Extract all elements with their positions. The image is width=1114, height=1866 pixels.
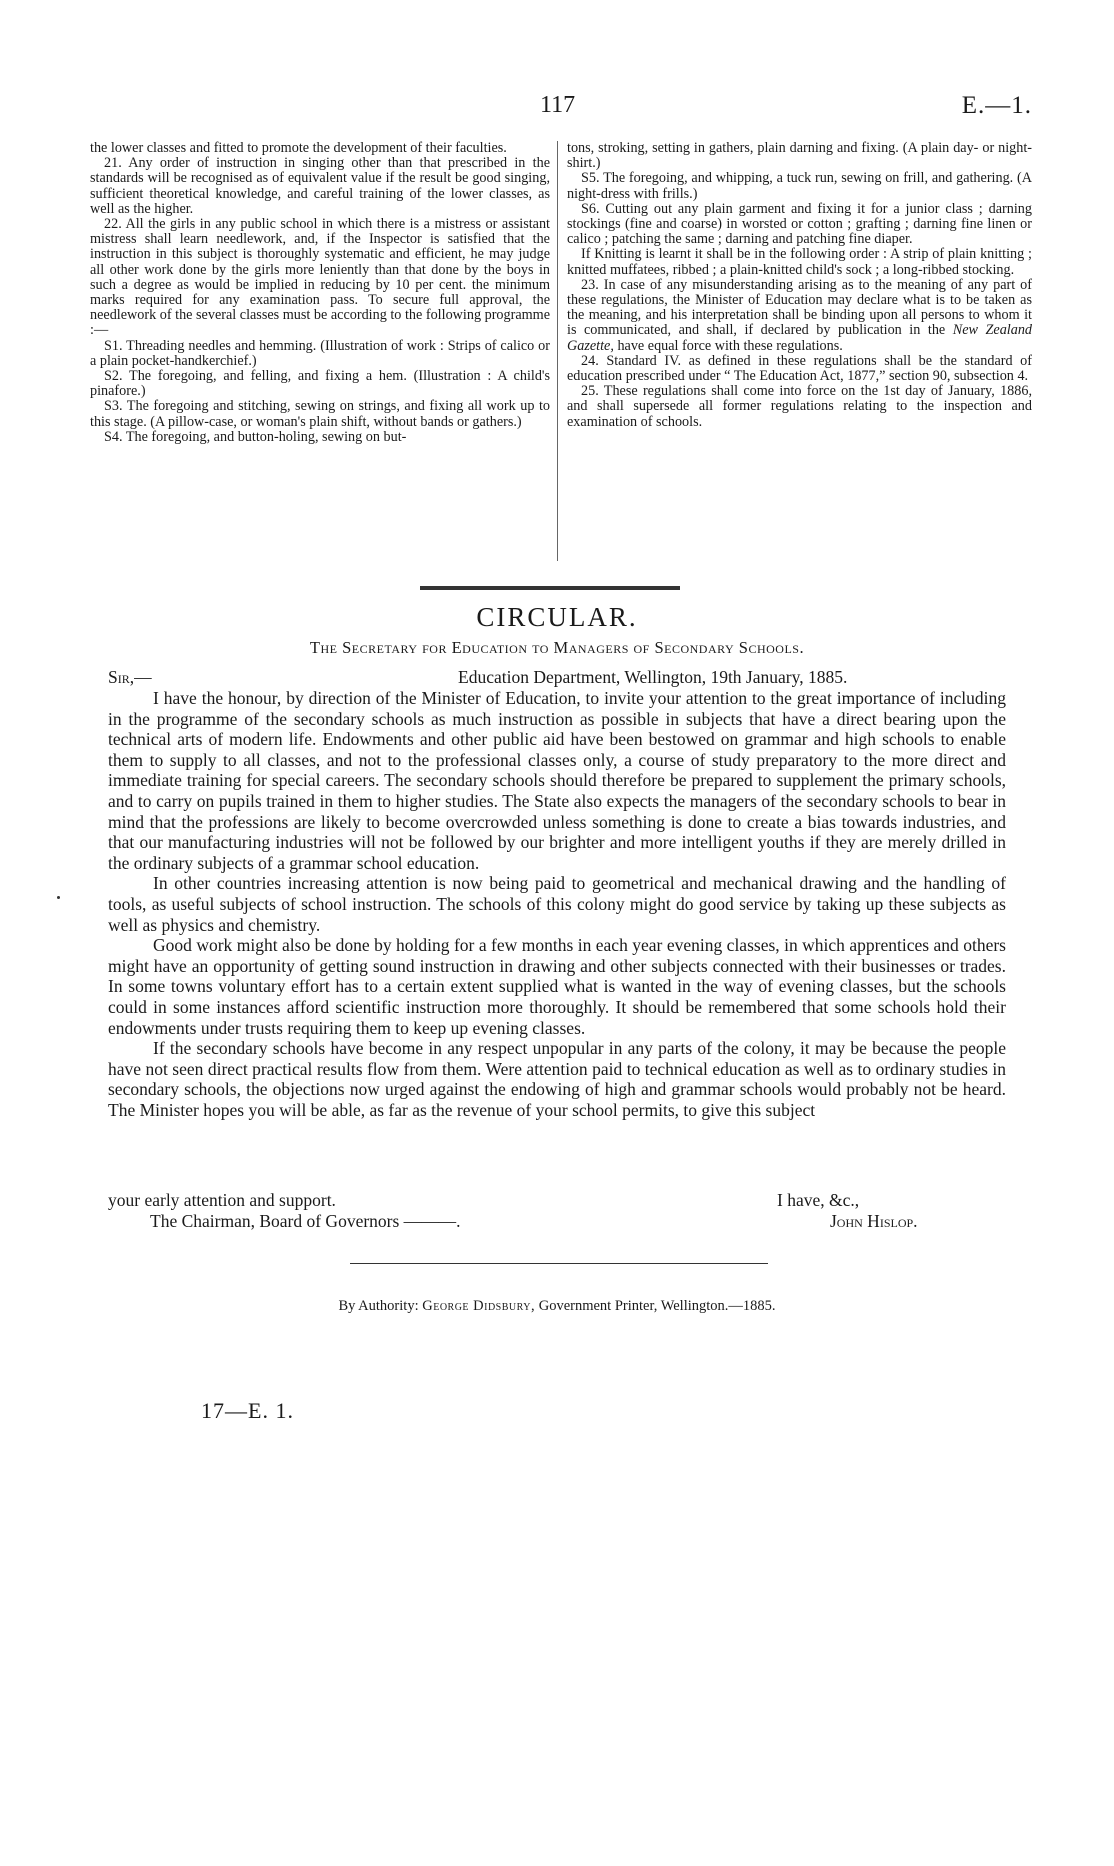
left-paragraph: 21. Any order of instruction in singing other than that prescribed in the standards will be recognised as of equivalent value if the result be good singing, sufficient theoretical knowledge, and careful training of the lower classes, as well as the higher. xyxy=(90,155,550,217)
dateline: Education Department, Wellington, 19th January, 1885. xyxy=(458,667,848,687)
right-paragraph: S5. The foregoing, and whipping, a tuck run, sewing on frill, and gathering. (A night-dress with frills.) xyxy=(567,170,1032,202)
body-paragraph: In other countries increasing attention is now being paid to geometrical and mechanical drawing and the handling of tools, as useful subjects of school instruction. The schools of this colony might do good service by taking up these subjects as well as physics and chemistry. xyxy=(108,873,1006,935)
circular-title: CIRCULAR. xyxy=(476,602,638,632)
salutation: Sir,— xyxy=(108,667,152,687)
body-paragraph: If the secondary schools have become in any respect unpopular in any parts of the colony, it may be because the people have not seen direct practical results flow from them. Were attention paid to technical education as well as to ordinary studies in secondary schools, the objections now urged against the endowing of high and grammar schools would probably not be heard. The Minister hopes you will be able, as far as the revenue of your school permits, to give this subject xyxy=(108,1038,1006,1120)
closing-formula: I have, &c., xyxy=(777,1190,860,1210)
printer-name: George Didsbury, xyxy=(422,1298,536,1314)
closing-sentence: your early attention and support. xyxy=(108,1190,336,1210)
left-paragraph: 22. All the girls in any public school in which there is a mistress or assistant mistress shall learn needlework, and, if the Inspector is satisfied that the instruction in this subject is thoroughly systematic and efficient, he may judge all other work done by the girls more leniently than that done by the boys in such a degree as would be implied in reducing by 10 per cent. the minimum marks required for any examination pass. To secure full approval, the needlework of the several classes must be according to the following programme :— xyxy=(90,216,550,339)
signature: John Hislop. xyxy=(830,1211,918,1231)
print-speck xyxy=(57,896,60,899)
left-paragraph: S2. The foregoing, and felling, and fixing a hem. (Illustration : A child's pinafore.) xyxy=(90,368,550,400)
regulation-23-text-end: have equal force with these regulations. xyxy=(617,337,843,354)
gazette-title: New Zealand Gazette, xyxy=(567,322,1033,354)
printer-imprint xyxy=(0,1298,1114,1315)
left-paragraph: S4. The foregoing, and button-holing, sewing on but- xyxy=(104,428,407,445)
right-paragraph: 25. These regulations shall come into force on the 1st day of January, 1886, and shall supersede all former regulations relating to the inspection and examination of schools. xyxy=(567,383,1032,430)
right-paragraph: 24. Standard IV. as defined in these regulations shall be the standard of education prescribed under “ The Education Act, 1877,” section 90, subsection 4. xyxy=(567,352,1032,385)
body-paragraph: I have the honour, by direction of the Minister of Education, to invite your attention to the great importance of including in the programme of the secondary schools as much instruction as possible in subjects that have a direct bearing upon the technical arts of modern life. Endowments and other public aid have been bestowed on grammar and high schools to enable them to supply to all classes, and not to the professional classes only, a course of study preparatory to the more direct and immediate training for special careers. The secondary schools should therefore be prepared to supplement the primary schools, and to carry on pupils trained in them to higher studies. The State also expects the managers of the secondary schools to bear in mind that the professions are likely to become overcrowded unless something is done to create a bias towards industries, and that our manufacturing industries will not be followed by our brighter and more intelligent youths if they are merely drilled in the ordinary subjects of a grammar school education. xyxy=(108,688,1006,873)
body-paragraph: Good work might also be done by holding for a few months in each year evening classes, in which apprentices and others might have an opportunity of getting sound instruction in drawing and other subjects connected with their businesses or trades. In some towns voluntary effort has to a certain extent supplied what is wanted in the way of evening classes, but the schools could in some instances afford scientific instruction more thoroughly. It should be remembered that some schools hold their endowments under trusts requiring them to keep up evening classes. xyxy=(108,935,1006,1038)
document-reference: E.—1. xyxy=(961,92,1032,119)
page-header xyxy=(0,92,1114,122)
right-paragraph: S6. Cutting out any plain garment and fixing it for a junior class ; darning stockings (fine and coarse) in worsted or cotton ; grafting ; darning fine linen or calico ; patching the same ; darning and patching fine diaper. xyxy=(567,200,1032,248)
footer-divider xyxy=(350,1263,768,1264)
right-column xyxy=(567,141,1032,430)
page-number: 117 xyxy=(540,92,576,118)
right-paragraph: tons, stroking, setting in gathers, plain darning and fixing. (A plain day- or night-shirt.) xyxy=(567,140,1032,172)
imprint-suffix: Government Printer, Wellington.—1885. xyxy=(538,1298,776,1314)
left-paragraph: S3. The foregoing and stitching, sewing on strings, and fixing all work up to this stage. (A pillow-case, or woman's plain shift, without bands or gathers.) xyxy=(90,398,550,430)
left-column xyxy=(90,141,550,445)
right-paragraph xyxy=(567,278,1032,354)
section-divider xyxy=(420,586,680,590)
column-divider xyxy=(557,141,558,561)
addressee: The Chairman, Board of Governors ———. xyxy=(150,1211,461,1231)
imprint-prefix: By Authority: xyxy=(338,1298,419,1314)
regulation-23-text: 23. In case of any misunderstanding arising as to the meaning of any part of these regulations, the Minister of Education may declare what is to be taken as the meaning, and his interpretation shall be binding upon all persons to whom it is communicated, and shall, if declared by publication in the xyxy=(567,276,1032,339)
left-paragraph: S1. Threading needles and hemming. (Illustration of work : Strips of calico or a plain pocket-handkerchief.) xyxy=(90,337,550,369)
signature-code: 17—E. 1. xyxy=(201,1398,294,1423)
circular-body xyxy=(108,688,1006,1120)
left-paragraph: the lower classes and fitted to promote the development of their faculties. xyxy=(90,140,507,156)
right-paragraph: If Knitting is learnt it shall be in the following order : A strip of plain knitting ; knitted muffatees, ribbed ; a plain-knitted child's sock ; a long-ribbed stocking. xyxy=(567,246,1032,278)
circular-subtitle: The Secretary for Education to Managers of Secondary Schools. xyxy=(309,638,805,657)
regulations-columns xyxy=(90,141,1032,541)
